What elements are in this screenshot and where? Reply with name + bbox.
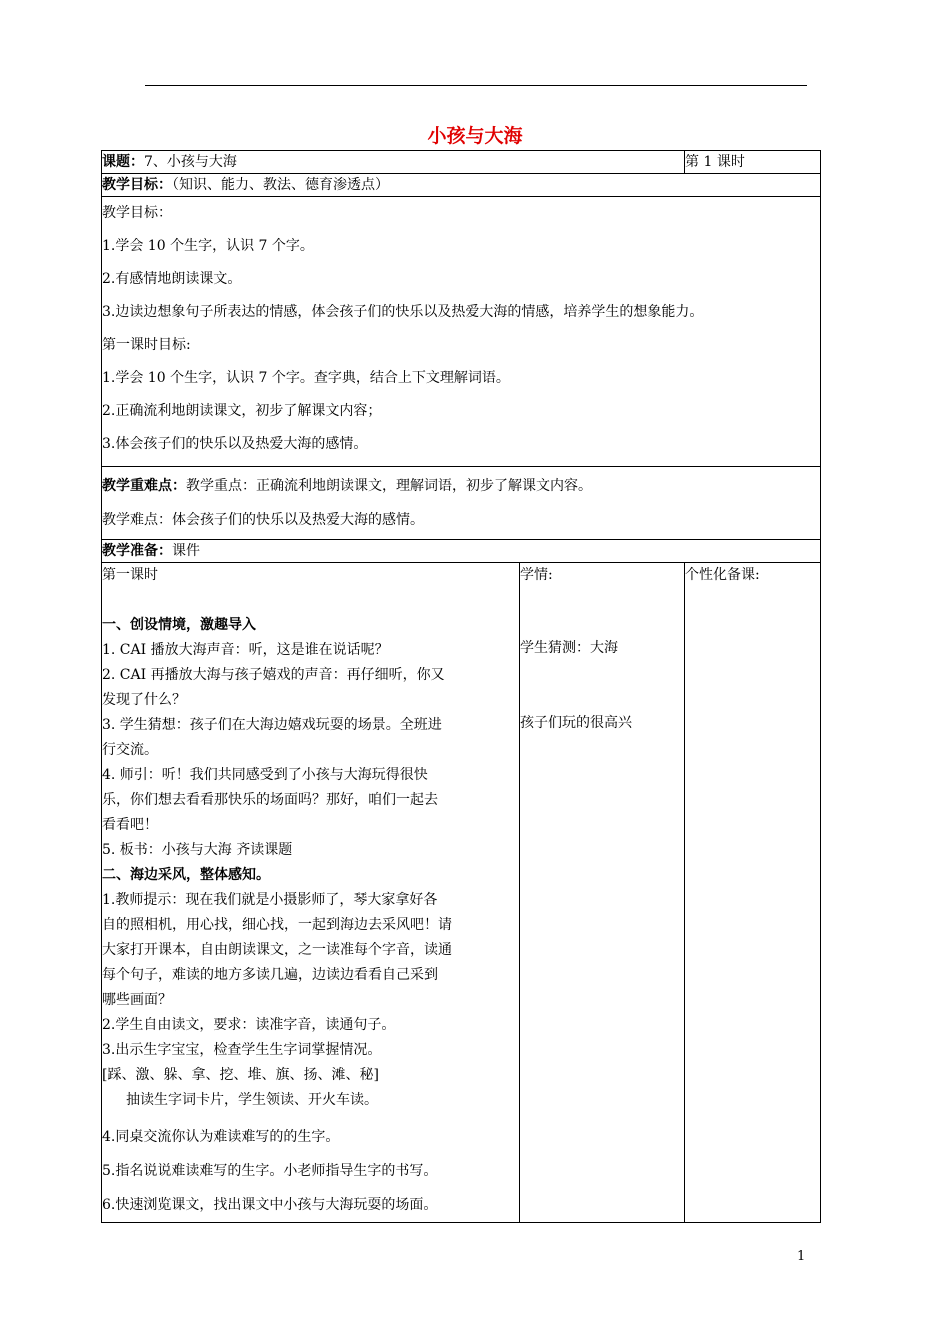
step-text: 抽读生字词卡片，学生领读、开火车读。: [126, 1092, 378, 1108]
objectives-cell: [102, 197, 821, 467]
teaching-process-cell: [102, 563, 520, 1223]
teaching-difficulty: 教学难点：体会孩子们的快乐以及热爱大海的感情。: [102, 512, 424, 528]
step-text: 5. 板书：小孩与大海 齐读课题: [102, 842, 293, 858]
period-cell: [685, 151, 821, 174]
process-row: [102, 563, 821, 1223]
teaching-focus: 教学重点：正确流利地朗读课文，理解词语，初步了解课文内容。: [186, 478, 592, 494]
objective-line: 2.正确流利地朗读课文，初步了解课文内容；: [102, 403, 382, 419]
page-number: 1: [797, 1249, 806, 1264]
key-points-label: 教学重难点：: [102, 478, 186, 494]
section-title: 二、海边采风，整体感知。: [102, 867, 270, 883]
preparation-value: 课件: [172, 543, 200, 559]
personalized-prep-label: 个性化备课:: [685, 567, 760, 583]
document-title: 小孩与大海: [427, 125, 523, 147]
step-text: 大家打开课本，自由朗读课文，之一读准每个字音，读通: [102, 942, 452, 958]
step-text: 6.快速浏览课文，找出课文中小孩与大海玩耍的场面。: [102, 1197, 438, 1213]
header-rule: [145, 85, 807, 86]
preparation-row: [102, 540, 821, 563]
student-situation-cell: [520, 563, 685, 1223]
new-characters: [踩、激、躲、拿、挖、堆、旗、扬、滩、秘]: [102, 1067, 379, 1083]
situation-play: 孩子们玩的很高兴: [520, 715, 632, 731]
step-text: 发现了什么？: [102, 692, 186, 708]
key-points-row: [102, 467, 821, 540]
step-text: 1. CAI 播放大海声音：听，这是谁在说话呢？: [102, 642, 389, 658]
step-text: 2.学生自由读文，要求：读准字音，读通句子。: [102, 1017, 396, 1033]
objective-line: 1.学会 10 个生字，认识 7 个字。: [102, 238, 314, 254]
step-text: 看看吧！: [102, 817, 158, 833]
objective-line: 第一课时目标:: [102, 337, 191, 353]
objectives-label: 教学目标：: [102, 177, 172, 193]
objective-line: 3.体会孩子们的快乐以及热爱大海的感情。: [102, 436, 368, 452]
step-text: 自的照相机，用心找，细心找，一起到海边去采风吧！请: [102, 917, 452, 933]
step-text: 4. 师引：听！我们共同感受到了小孩与大海玩得很快: [102, 767, 428, 783]
step-text: 哪些画面？: [102, 992, 172, 1008]
step-text: 2. CAI 再播放大海与孩子嬉戏的声音：再仔细听，你又: [102, 667, 445, 683]
period-label: 第 1 课时: [685, 154, 745, 170]
objective-line: 教学目标：: [102, 205, 172, 221]
objectives-header-cell: [102, 174, 821, 197]
step-text: 行交流。: [102, 742, 158, 758]
step-text: 每个句子，难读的地方多读几遍，边读边看看自己采到: [102, 967, 438, 983]
situation-guess: 学生猜测：大海: [520, 640, 618, 656]
objective-line: 3.边读边想象句子所表达的情感，体会孩子们的快乐以及热爱大海的情感，培养学生的想象能力。: [102, 304, 704, 320]
step-text: 乐，你们想去看看那快乐的场面吗？那好，咱们一起去: [102, 792, 438, 808]
situation-label: 学情:: [520, 567, 553, 583]
objective-line: 2.有感情地朗读课文。: [102, 271, 242, 287]
objectives-row: [102, 197, 821, 467]
step-text: 3. 学生猜想：孩子们在大海边嬉戏玩耍的场景。全班进: [102, 717, 442, 733]
lesson-plan-table: [101, 150, 821, 1223]
section-title: 一、创设情境，激趣导入: [102, 617, 256, 633]
topic-cell: [102, 151, 685, 174]
step-text: 3.出示生字宝宝，检查学生生字词掌握情况。: [102, 1042, 382, 1058]
step-text: 5.指名说说难读难写的生字。小老师指导生字的书写。: [102, 1163, 438, 1179]
key-points-cell: [102, 467, 821, 540]
objective-line: 1.学会 10 个生字，认识 7 个字。查字典，结合上下文理解词语。: [102, 370, 510, 386]
preparation-cell: [102, 540, 821, 563]
step-text: 1.教师提示：现在我们就是小摄影师了，琴大家拿好各: [102, 892, 438, 908]
objectives-header-row: [102, 174, 821, 197]
step-text: 4.同桌交流你认为难读难写的的生字。: [102, 1129, 340, 1145]
objectives-label-note: （知识、能力、教法、德育渗透点）: [172, 177, 389, 193]
topic-row: [102, 151, 821, 174]
period-title: 第一课时: [102, 567, 158, 583]
topic-label: 课题：: [102, 154, 144, 170]
topic-value: 7、小孩与大海: [144, 154, 237, 170]
personalized-prep-cell: [685, 563, 821, 1223]
preparation-label: 教学准备：: [102, 543, 172, 559]
